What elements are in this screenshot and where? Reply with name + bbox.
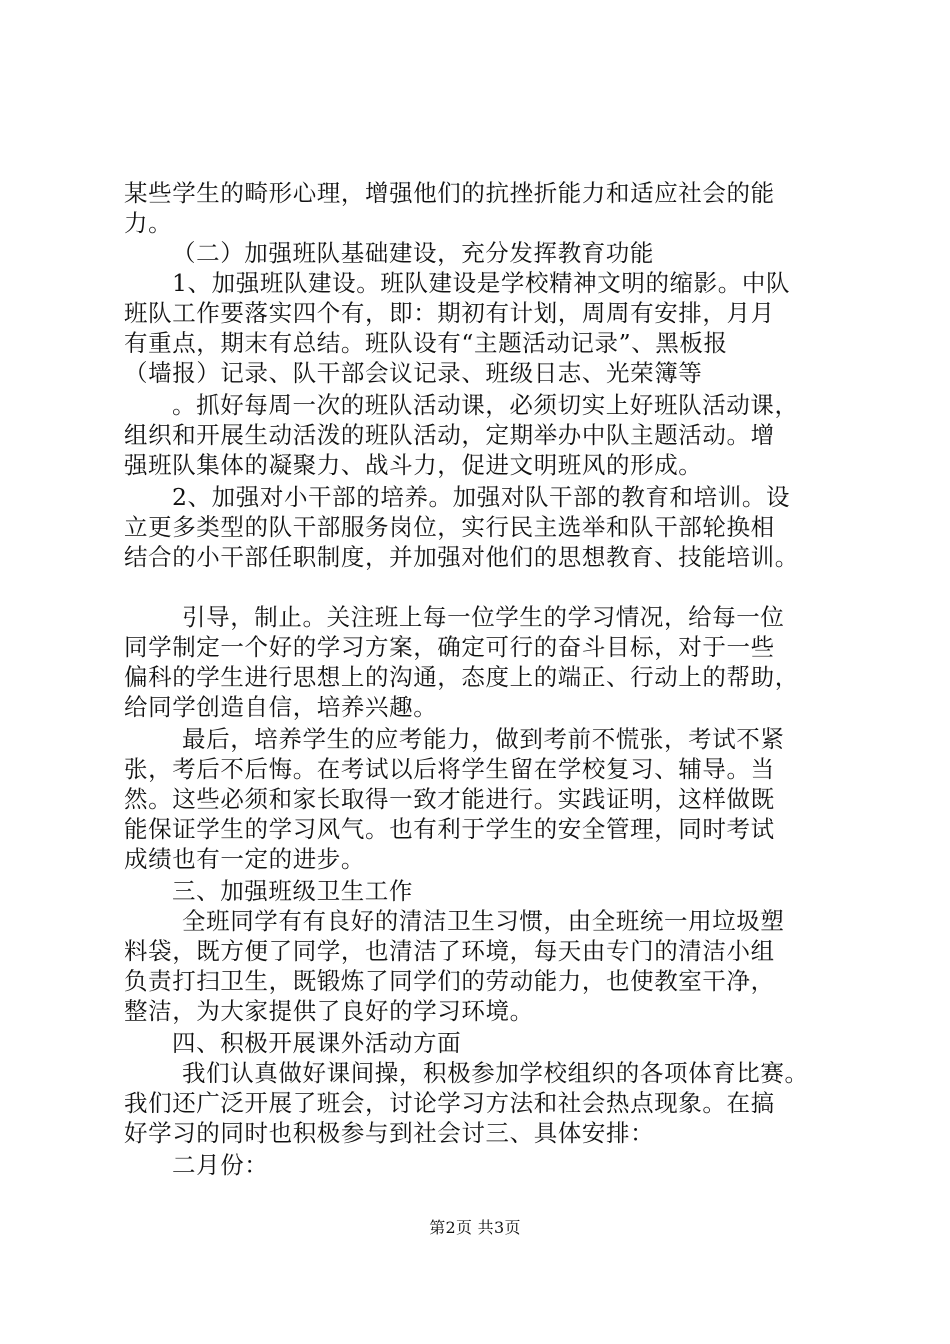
text-line: 1、加强班队建设。班队建设是学校精神文明的缩影。中队 bbox=[172, 269, 791, 297]
text-line: 张，考后不后悔。在考试以后将学生留在学校复习、辅导。当 bbox=[124, 755, 775, 783]
section-heading: （二）加强班队基础建设，充分发挥教育功能 bbox=[172, 239, 654, 267]
text-line: 组织和开展生动活泼的班队活动，定期举办中队主题活动。增 bbox=[124, 421, 775, 449]
text-line: 2、加强对小干部的培养。加强对队干部的教育和培训。设 bbox=[172, 483, 791, 511]
text-line: 立更多类型的队干部服务岗位，实行民主选举和队干部轮换相 bbox=[124, 513, 775, 541]
text-line: 班队工作要落实四个有，即：期初有计划，周周有安排，月月 bbox=[124, 299, 775, 327]
page-footer: 第2页 共3页 bbox=[429, 1218, 521, 1237]
text-line: 我们认真做好课间操，积极参加学校组织的各项体育比赛。 bbox=[182, 1059, 809, 1087]
text-line: 负责打扫卫生，既锻炼了同学们的劳动能力，也使教室干净， bbox=[124, 967, 775, 995]
section-heading: 三、加强班级卫生工作 bbox=[172, 877, 413, 905]
text-line: 成绩也有一定的进步。 bbox=[124, 845, 365, 873]
text-line: 整洁，为大家提供了良好的学习环境。 bbox=[124, 997, 534, 1025]
text-line: （墙报）记录、队干部会议记录、班级日志、光荣簿等 bbox=[124, 359, 703, 387]
text-line: 。抓好每周一次的班队活动课，必须切实上好班队活动课， bbox=[172, 391, 799, 419]
text-line: 有重点，期末有总结。班队设有“主题活动记录”、黑板报 bbox=[124, 329, 728, 357]
text-line: 强班队集体的凝聚力、战斗力，促进文明班风的形成。 bbox=[124, 451, 703, 479]
text-line: 引导，制止。关注班上每一位学生的学习情况，给每一位 bbox=[182, 603, 785, 631]
text-line: 好学习的同时也积极参与到社会讨三、具体安排： bbox=[124, 1119, 655, 1147]
text-line: 料袋，既方便了同学，也清洁了环境，每天由专门的清洁小组 bbox=[124, 937, 775, 965]
text-line: 我们还广泛开展了班会，讨论学习方法和社会热点现象。在搞 bbox=[124, 1089, 775, 1117]
text-line: 二月份： bbox=[172, 1151, 269, 1179]
text-line: 全班同学有有良好的清洁卫生习惯，由全班统一用垃圾塑 bbox=[182, 907, 785, 935]
text-line: 给同学创造自信，培养兴趣。 bbox=[124, 693, 438, 721]
section-heading: 四、积极开展课外活动方面 bbox=[172, 1029, 462, 1057]
text-line: 偏科的学生进行思想上的沟通，态度上的端正、行动上的帮助， bbox=[124, 663, 799, 691]
text-line: 最后，培养学生的应考能力，做到考前不慌张，考试不紧 bbox=[182, 725, 785, 753]
text-line: 能保证学生的学习风气。也有利于学生的安全管理，同时考试 bbox=[124, 815, 775, 843]
text-line: 结合的小干部任职制度，并加强对他们的思想教育、技能培训。 bbox=[124, 543, 799, 571]
text-line: 同学制定一个好的学习方案，确定可行的奋斗目标，对于一些 bbox=[124, 633, 775, 661]
text-line: 某些学生的畸形心理，增强他们的抗挫折能力和适应社会的能 bbox=[124, 179, 775, 207]
text-line: 力。 bbox=[124, 209, 173, 237]
text-line: 然。这些必须和家长取得一致才能进行。实践证明，这样做既 bbox=[124, 785, 775, 813]
